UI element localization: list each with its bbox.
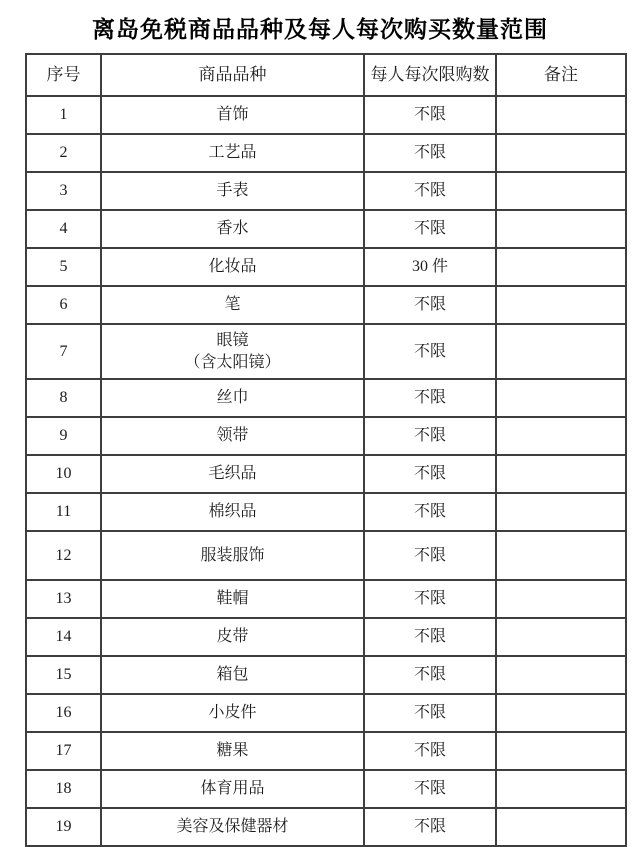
cell-index: 13 xyxy=(26,580,101,618)
cell-product: 体育用品 xyxy=(101,770,364,808)
table-row xyxy=(26,808,626,846)
cell-remark xyxy=(496,808,626,846)
cell-index: 2 xyxy=(26,134,101,172)
cell-product: 棉织品 xyxy=(101,493,364,531)
cell-product: 毛织品 xyxy=(101,455,364,493)
cell-remark xyxy=(496,493,626,531)
cell-remark xyxy=(496,248,626,286)
table-row xyxy=(26,656,626,694)
cell-limit: 不限 xyxy=(364,324,496,379)
cell-remark xyxy=(496,618,626,656)
cell-index: 15 xyxy=(26,656,101,694)
cell-remark xyxy=(496,770,626,808)
cell-product: 丝巾 xyxy=(101,379,364,417)
cell-limit: 不限 xyxy=(364,134,496,172)
cell-index: 10 xyxy=(26,455,101,493)
cell-limit: 不限 xyxy=(364,172,496,210)
table-row xyxy=(26,286,626,324)
cell-index: 14 xyxy=(26,618,101,656)
cell-remark xyxy=(496,379,626,417)
table-row xyxy=(26,770,626,808)
cell-product: 鞋帽 xyxy=(101,580,364,618)
cell-limit: 30 件 xyxy=(364,248,496,286)
cell-index: 7 xyxy=(26,324,101,379)
cell-limit: 不限 xyxy=(364,96,496,134)
cell-remark xyxy=(496,417,626,455)
table-row xyxy=(26,96,626,134)
cell-limit: 不限 xyxy=(364,455,496,493)
cell-index: 1 xyxy=(26,96,101,134)
table-row xyxy=(26,694,626,732)
table-row xyxy=(26,379,626,417)
table-row xyxy=(26,618,626,656)
product-line-2: （含太阳镜） xyxy=(184,353,281,371)
table-row xyxy=(26,493,626,531)
cell-index: 11 xyxy=(26,493,101,531)
cell-limit: 不限 xyxy=(364,493,496,531)
cell-remark xyxy=(496,455,626,493)
col-header-product: 商品品种 xyxy=(101,54,364,96)
cell-limit: 不限 xyxy=(364,379,496,417)
cell-product: 领带 xyxy=(101,417,364,455)
cell-limit: 不限 xyxy=(364,618,496,656)
cell-index: 9 xyxy=(26,417,101,455)
table-row xyxy=(26,248,626,286)
cell-remark xyxy=(496,656,626,694)
cell-remark xyxy=(496,172,626,210)
cell-index: 17 xyxy=(26,732,101,770)
cell-remark xyxy=(496,324,626,379)
table-row xyxy=(26,210,626,248)
table-row xyxy=(26,732,626,770)
duty-free-goods-table xyxy=(25,53,627,847)
cell-limit: 不限 xyxy=(364,732,496,770)
cell-limit: 不限 xyxy=(364,808,496,846)
cell-remark xyxy=(496,210,626,248)
cell-index: 4 xyxy=(26,210,101,248)
product-line-1: 眼镜 xyxy=(216,331,249,349)
cell-product xyxy=(101,324,364,379)
table-row xyxy=(26,172,626,210)
cell-limit: 不限 xyxy=(364,770,496,808)
cell-index: 5 xyxy=(26,248,101,286)
table-header-row xyxy=(26,54,626,96)
cell-index: 18 xyxy=(26,770,101,808)
cell-remark xyxy=(496,286,626,324)
cell-limit: 不限 xyxy=(364,694,496,732)
cell-index: 8 xyxy=(26,379,101,417)
table-row xyxy=(26,455,626,493)
cell-limit: 不限 xyxy=(364,417,496,455)
cell-remark xyxy=(496,694,626,732)
col-header-remark: 备注 xyxy=(496,54,626,96)
cell-product: 服装服饰 xyxy=(101,531,364,580)
cell-product: 皮带 xyxy=(101,618,364,656)
cell-product: 工艺品 xyxy=(101,134,364,172)
cell-index: 19 xyxy=(26,808,101,846)
cell-product: 糖果 xyxy=(101,732,364,770)
cell-remark xyxy=(496,96,626,134)
cell-product: 香水 xyxy=(101,210,364,248)
cell-remark xyxy=(496,531,626,580)
cell-product: 箱包 xyxy=(101,656,364,694)
cell-product: 手表 xyxy=(101,172,364,210)
table-row xyxy=(26,324,626,379)
cell-remark xyxy=(496,580,626,618)
cell-index: 12 xyxy=(26,531,101,580)
cell-product: 小皮件 xyxy=(101,694,364,732)
cell-product: 笔 xyxy=(101,286,364,324)
cell-limit: 不限 xyxy=(364,580,496,618)
table-row xyxy=(26,531,626,580)
cell-product: 美容及保健器材 xyxy=(101,808,364,846)
cell-index: 6 xyxy=(26,286,101,324)
page-title: 离岛免税商品品种及每人每次购买数量范围 xyxy=(92,16,548,42)
cell-index: 3 xyxy=(26,172,101,210)
col-header-limit: 每人每次限购数 xyxy=(364,54,496,96)
col-header-index: 序号 xyxy=(26,54,101,96)
cell-limit: 不限 xyxy=(364,210,496,248)
cell-remark xyxy=(496,732,626,770)
cell-limit: 不限 xyxy=(364,286,496,324)
cell-remark xyxy=(496,134,626,172)
table-row xyxy=(26,134,626,172)
cell-limit: 不限 xyxy=(364,531,496,580)
cell-limit: 不限 xyxy=(364,656,496,694)
cell-product: 化妆品 xyxy=(101,248,364,286)
table-row xyxy=(26,580,626,618)
cell-index: 16 xyxy=(26,694,101,732)
cell-product: 首饰 xyxy=(101,96,364,134)
table-row xyxy=(26,417,626,455)
